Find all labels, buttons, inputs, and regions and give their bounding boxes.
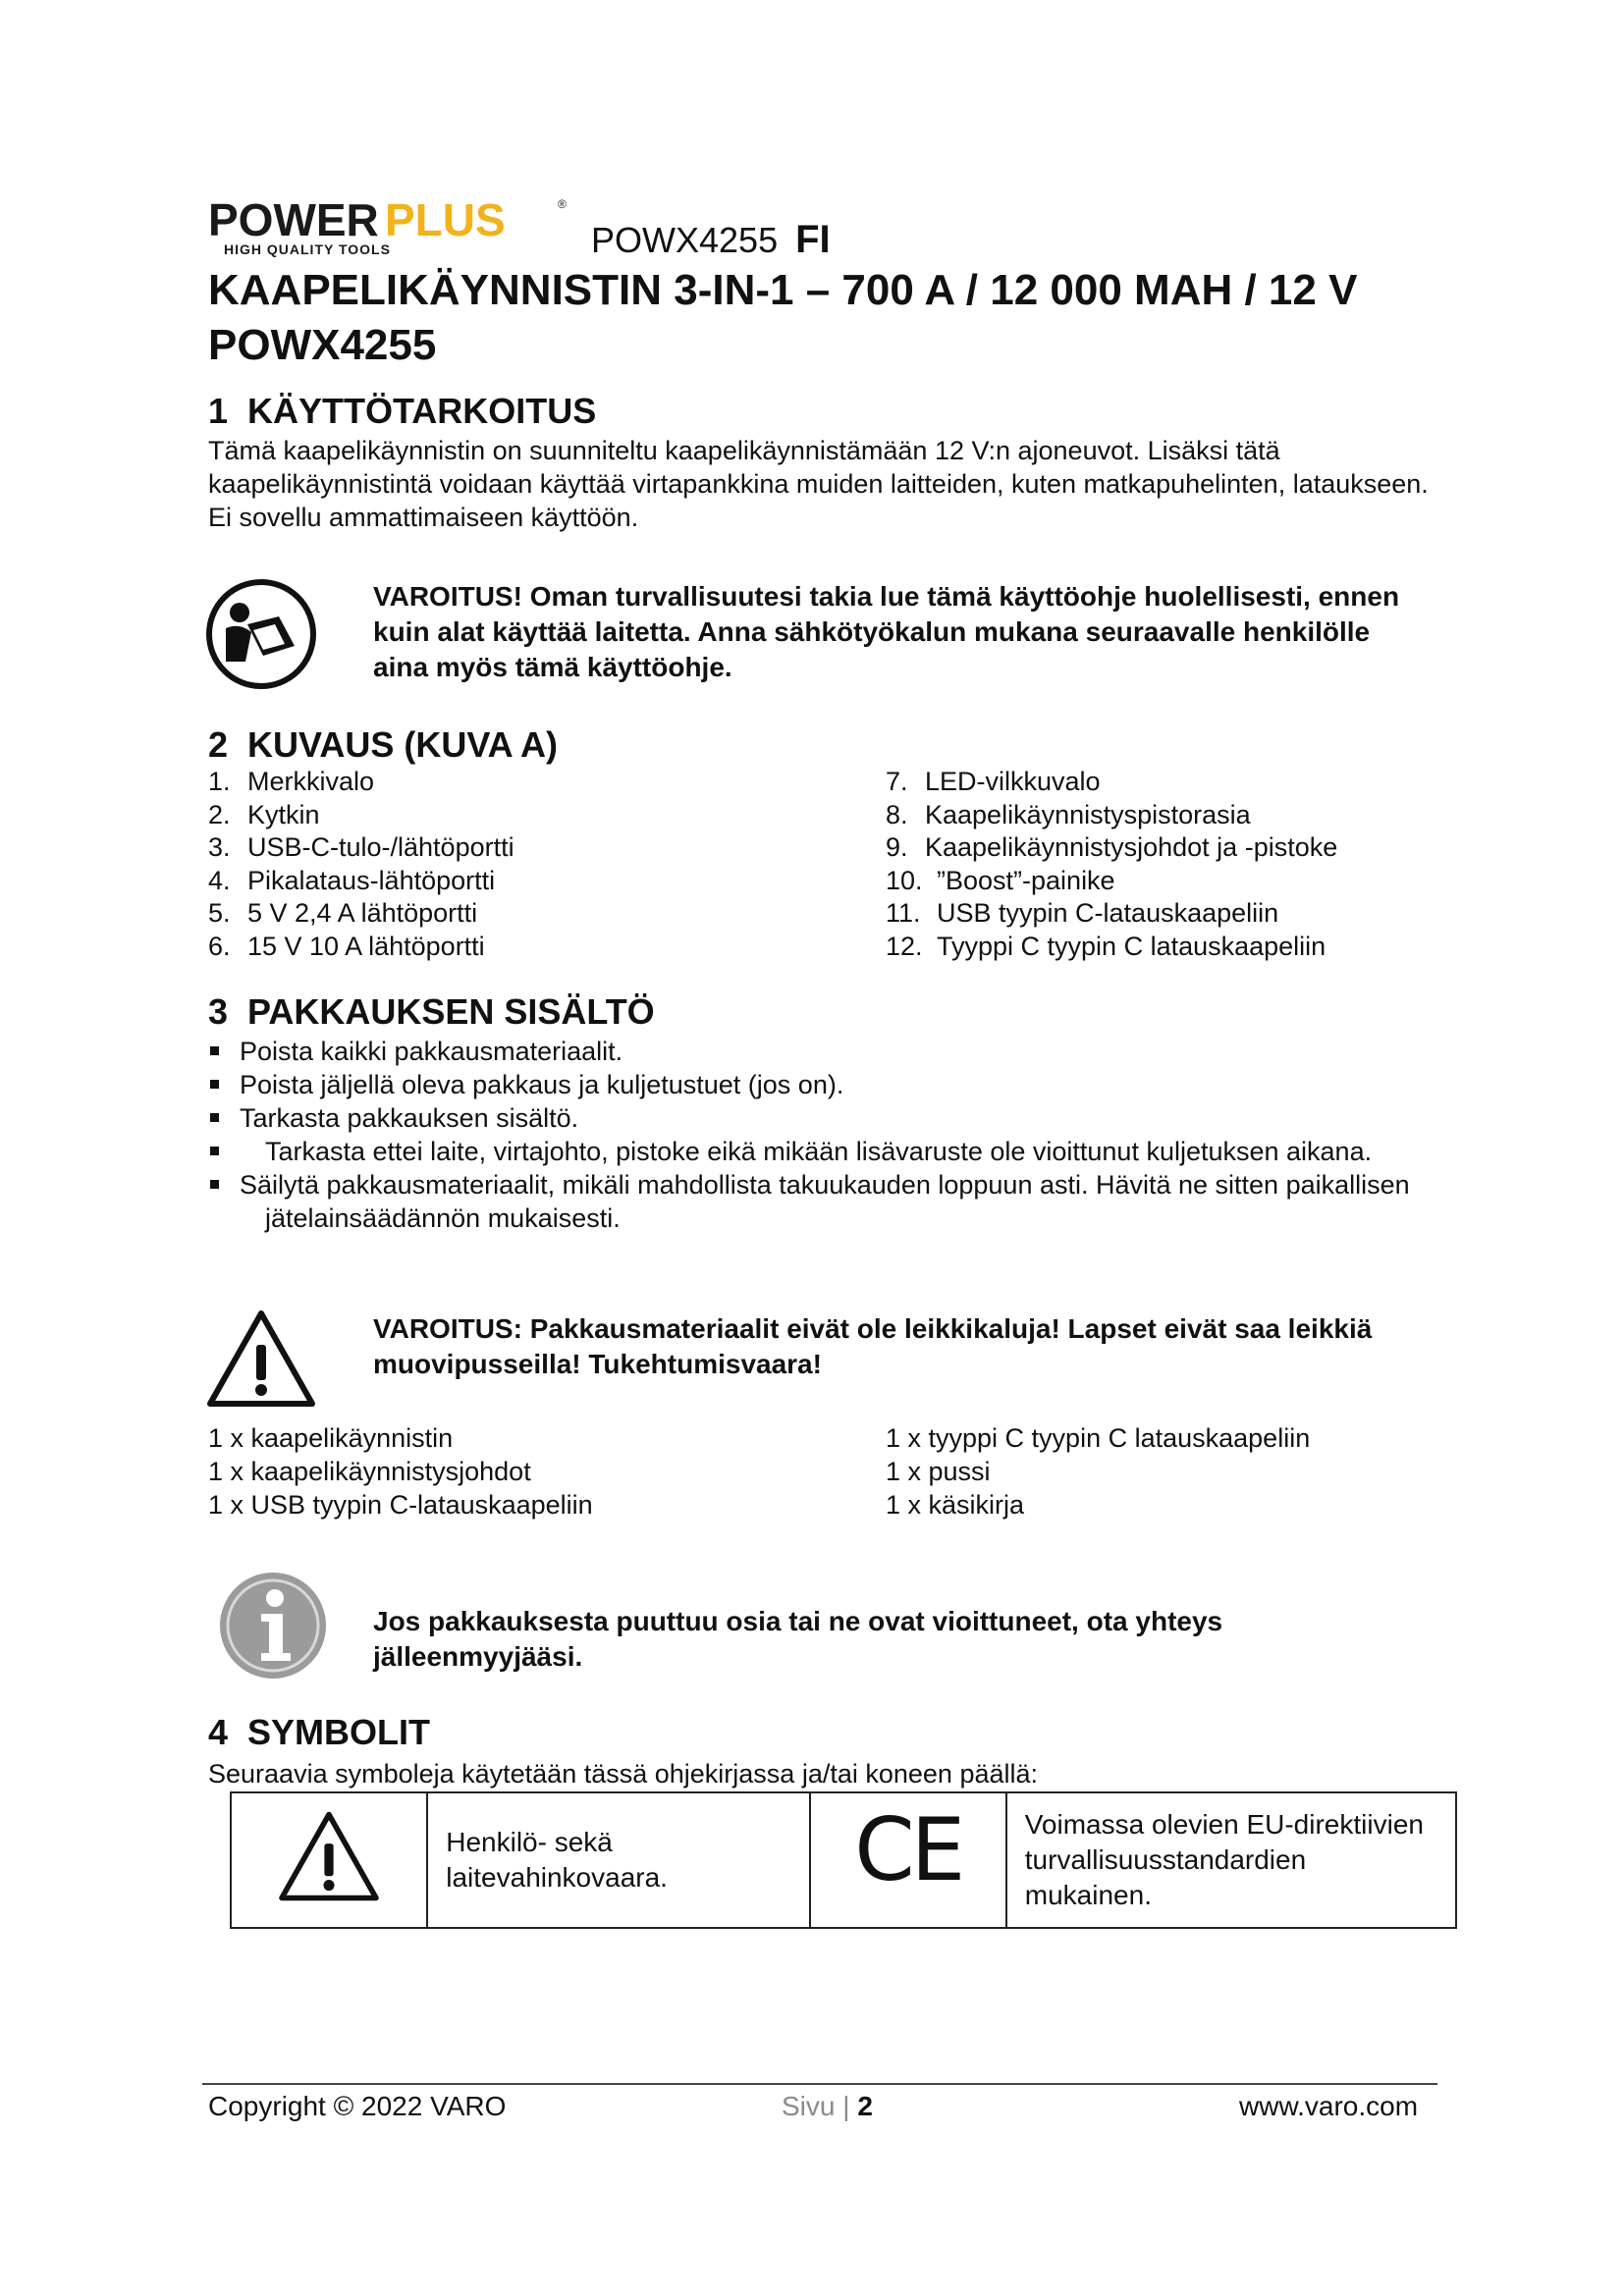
list-item: 1 x käsikirja	[886, 1490, 1025, 1520]
page-title	[208, 263, 1445, 373]
list-item: 6. 15 V 10 A lähtöportti	[208, 931, 485, 961]
svg-text:®: ®	[558, 197, 567, 211]
title-line-1: KAAPELIKÄYNNISTIN 3-IN-1 – 700 A / 12 000 MAH / 12 V	[208, 266, 1358, 314]
footer-website: www.varo.com	[1239, 2091, 1419, 2121]
title-line-2: POWX4255	[208, 321, 437, 369]
section-1-heading	[208, 391, 596, 432]
symbol-cell-warning	[231, 1792, 427, 1928]
footer-divider	[202, 2083, 1437, 2085]
section-number: 2	[208, 724, 229, 765]
list-item: 9. Kaapelikäynnistysjohdot ja -pistoke	[886, 832, 1338, 862]
list-item: 12. Tyyppi C tyypin C latauskaapeliin	[886, 931, 1326, 961]
section-2-heading	[208, 724, 558, 766]
read-manual-icon	[204, 577, 318, 696]
list-item: 1 x kaapelikäynnistin	[208, 1423, 454, 1453]
package-contents-left	[208, 1421, 593, 1522]
list-item: Tarkasta pakkauksen sisältö.	[208, 1101, 1445, 1135]
section-4-heading	[208, 1712, 430, 1753]
list-item: 3. USB-C-tulo-/lähtöportti	[208, 832, 514, 862]
symbols-table	[230, 1791, 1457, 1929]
section-1-body: Tämä kaapelikäynnistin on suunniteltu kaapelikäynnistämään 12 V:n ajoneuvot. Lisäksi tätä kaapelikäynnistintä voidaan käyttää virtapankkina muiden laitteiden, kuten matkapuhelinten, lataukseen. Ei sovellu ammattimaiseen käyttöön.	[208, 436, 1429, 532]
list-item: 7. LED-vilkkuvalo	[886, 767, 1101, 796]
component-list-left	[208, 766, 514, 963]
section-number: 3	[208, 991, 229, 1032]
list-item: 1. Merkkivalo	[208, 767, 375, 796]
list-item: 10. ”Boost”-painike	[886, 865, 1115, 895]
list-item: 11. USB tyypin C-latauskaapeliin	[886, 898, 1279, 928]
section-number: 4	[208, 1712, 229, 1752]
warning-read-manual: VAROITUS! Oman turvallisuutesi takia lue tämä käyttöohje huolellisesti, ennen kuin alat käyttää laitetta. Anna sähkötyökalun mukana seuraavalle henkilölle aina myös tämä käyttöohje.	[373, 581, 1400, 682]
list-item: Säilytä pakkausmateriaalit, mikäli mahdollista takuukauden loppuun asti. Hävitä ne sitten paikallisen jätelainsäädännön mukaisesti.	[208, 1168, 1445, 1235]
header-model-code: POWX4255	[591, 220, 779, 260]
list-item: 5. 5 V 2,4 A lähtöportti	[208, 898, 478, 928]
header-model	[591, 218, 831, 262]
symbol-cell-ce	[810, 1792, 1006, 1928]
warning-packaging: VAROITUS: Pakkausmateriaalit eivät ole leikkikaluja! Lapset eivät saa leikkiä muovipusseilla! Tukehtumisvaara!	[373, 1313, 1373, 1379]
list-item: 8. Kaapelikäynnistyspistorasia	[886, 799, 1251, 829]
list-item: 1 x kaapelikäynnistysjohdot	[208, 1457, 531, 1486]
section-title: SYMBOLIT	[247, 1712, 430, 1752]
footer-page	[782, 2091, 873, 2122]
symbol-desc-warning: Henkilö- sekä laitevahinkovaara.	[427, 1792, 809, 1928]
unpacking-bullets	[208, 1035, 1445, 1235]
section-3-heading	[208, 991, 655, 1033]
component-list-right	[886, 766, 1337, 963]
missing-parts-note: Jos pakkauksesta puuttuu osia tai ne ovat vioittuneet, ota yhteys jälleenmyyjääsi.	[373, 1606, 1223, 1672]
symbol-desc-ce: Voimassa olevien EU-direktiivien turvallisuusstandardien mukainen.	[1006, 1792, 1456, 1928]
list-item: 2. Kytkin	[208, 799, 320, 829]
table-row	[231, 1792, 1456, 1928]
footer-page-label: Sivu	[782, 2091, 836, 2121]
warning-triangle-icon	[275, 1809, 383, 1903]
section-title: KÄYTTÖTARKOITUS	[247, 391, 597, 431]
list-item: Poista kaikki pakkausmateriaalit.	[208, 1035, 1445, 1068]
list-item: 1 x USB tyypin C-latauskaapeliin	[208, 1490, 593, 1520]
section-title: PAKKAUKSEN SISÄLTÖ	[247, 991, 655, 1032]
ce-mark-icon: CE	[854, 1798, 962, 1900]
footer-copyright: Copyright © 2022 VARO	[208, 2091, 507, 2121]
list-item: 1 x tyyppi C tyypin C latauskaapeliin	[886, 1423, 1311, 1453]
list-item: 4. Pikalataus-lähtöportti	[208, 865, 496, 895]
footer-page-sep: |	[842, 2091, 850, 2121]
list-item: Tarkasta ettei laite, virtajohto, pistoke eikä mikään lisävaruste ole vioittunut kuljetuksen aikana.	[208, 1135, 1445, 1168]
section-number: 1	[208, 391, 229, 431]
logo-brand-dark: POWER	[208, 194, 379, 245]
section-title: KUVAUS (KUVA A)	[247, 724, 558, 765]
footer-page-number: 2	[857, 2091, 873, 2121]
list-item: Poista jäljellä oleva pakkaus ja kuljetustuet (jos on).	[208, 1068, 1445, 1101]
warning-triangle-icon	[204, 1308, 318, 1415]
symbols-intro: Seuraavia symboleja käytetään tässä ohjekirjassa ja/tai koneen päällä:	[208, 1759, 1039, 1789]
logo-tagline: HIGH QUALITY TOOLS	[224, 241, 391, 257]
package-contents-right	[886, 1421, 1310, 1522]
list-item: 1 x pussi	[886, 1457, 991, 1486]
logo-brand-light: PLUS	[385, 194, 506, 245]
info-icon	[216, 1569, 330, 1687]
header-lang: FI	[795, 218, 831, 261]
